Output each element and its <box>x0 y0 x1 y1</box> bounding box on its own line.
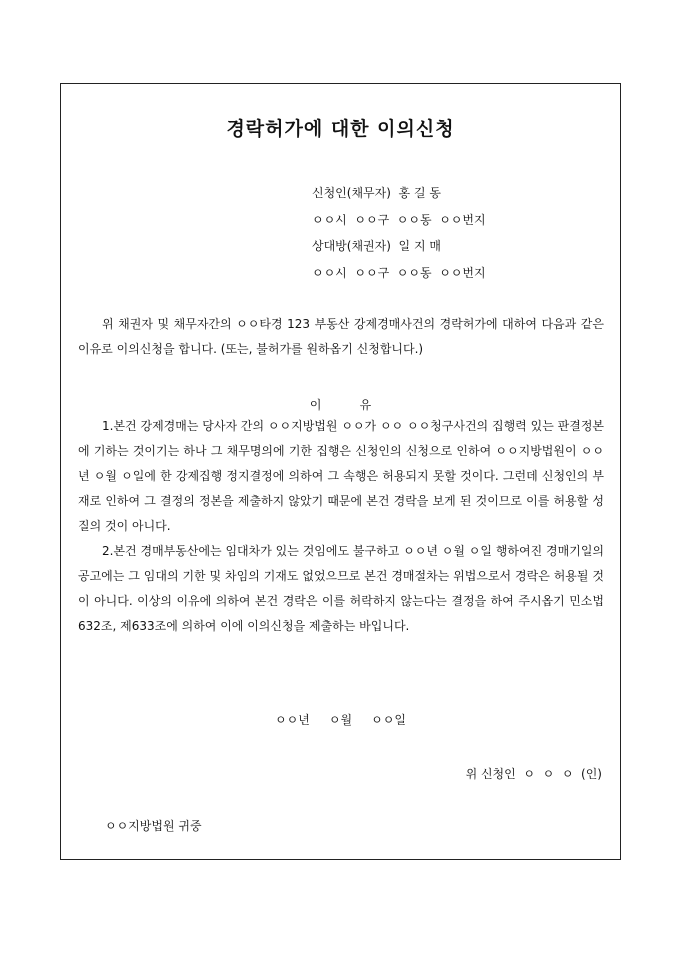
intro-paragraph <box>78 312 604 362</box>
document-date: ㅇㅇ년 ㅇ월 ㅇㅇ일 <box>275 713 406 727</box>
intro-text: 위 채권자 및 채무자간의 ㅇㅇ타경 123 부동산 강제경매사건의 경락허가에 대하여 다음과 같은 이유로 이의신청을 합니다. (또는, 불허가를 원하옵기 신청합니다.) <box>78 317 604 356</box>
reason-heading: 이 유 <box>309 398 372 412</box>
document-title: 경락허가에 대한 이의신청 <box>226 118 455 140</box>
parties-block <box>312 180 486 286</box>
opponent-line: 상대방(채권자) 일 지 매 <box>312 239 441 253</box>
court-addressee: ㅇㅇ지방법원 귀중 <box>105 819 202 833</box>
document-frame <box>60 83 621 860</box>
opponent-address: ㅇㅇ시 ㅇㅇ구 ㅇㅇ동 ㅇㅇ번지 <box>312 265 486 280</box>
applicant-line: 신청인(채무자) 홍 길 동 <box>312 186 441 200</box>
reason-2: 2.본건 경매부동산에는 임대차가 있는 것임에도 불구하고 ㅇㅇ년 ㅇ월 ㅇ일 행하여진 경매기일의 공고에는 그 임대의 기한 및 차임의 기재도 없었으므로 본건 경매절차는 위법으로서 경락은 허용될 것이 아니다. 이상의 이유에 의하여 본건 경락은 이를 허락하지 않는다는 결정을 하여 주시옵기 민소법 632조, 제633조에 의하여 이에 이의신청을 제출하는 바입니다. <box>78 544 604 633</box>
signer-line: 위 신청인 ㅇ ㅇ ㅇ (인) <box>465 767 602 781</box>
reasons-body <box>78 414 604 639</box>
reason-1: 1.본건 강제경매는 당사자 간의 ㅇㅇ지방법원 ㅇㅇ가 ㅇㅇ ㅇㅇ청구사건의 집행력 있는 판결정본에 기하는 것이기는 하나 그 채무명의에 기한 집행은 신청인의 신청으로 인하여 ㅇㅇ지방법원이 ㅇㅇ년 ㅇ월 ㅇ일에 한 강제집행 정지결정에 의하여 그 속행은 허용되지 못할 것이다. 그런데 신청인의 부재로 인하여 그 결정의 정본을 제출하지 않았기 때문에 본건 경락을 보게 된 것이므로 이를 허용할 성질의 것이 아니다. <box>78 419 604 533</box>
applicant-address: ㅇㅇ시 ㅇㅇ구 ㅇㅇ동 ㅇㅇ번지 <box>312 212 486 227</box>
